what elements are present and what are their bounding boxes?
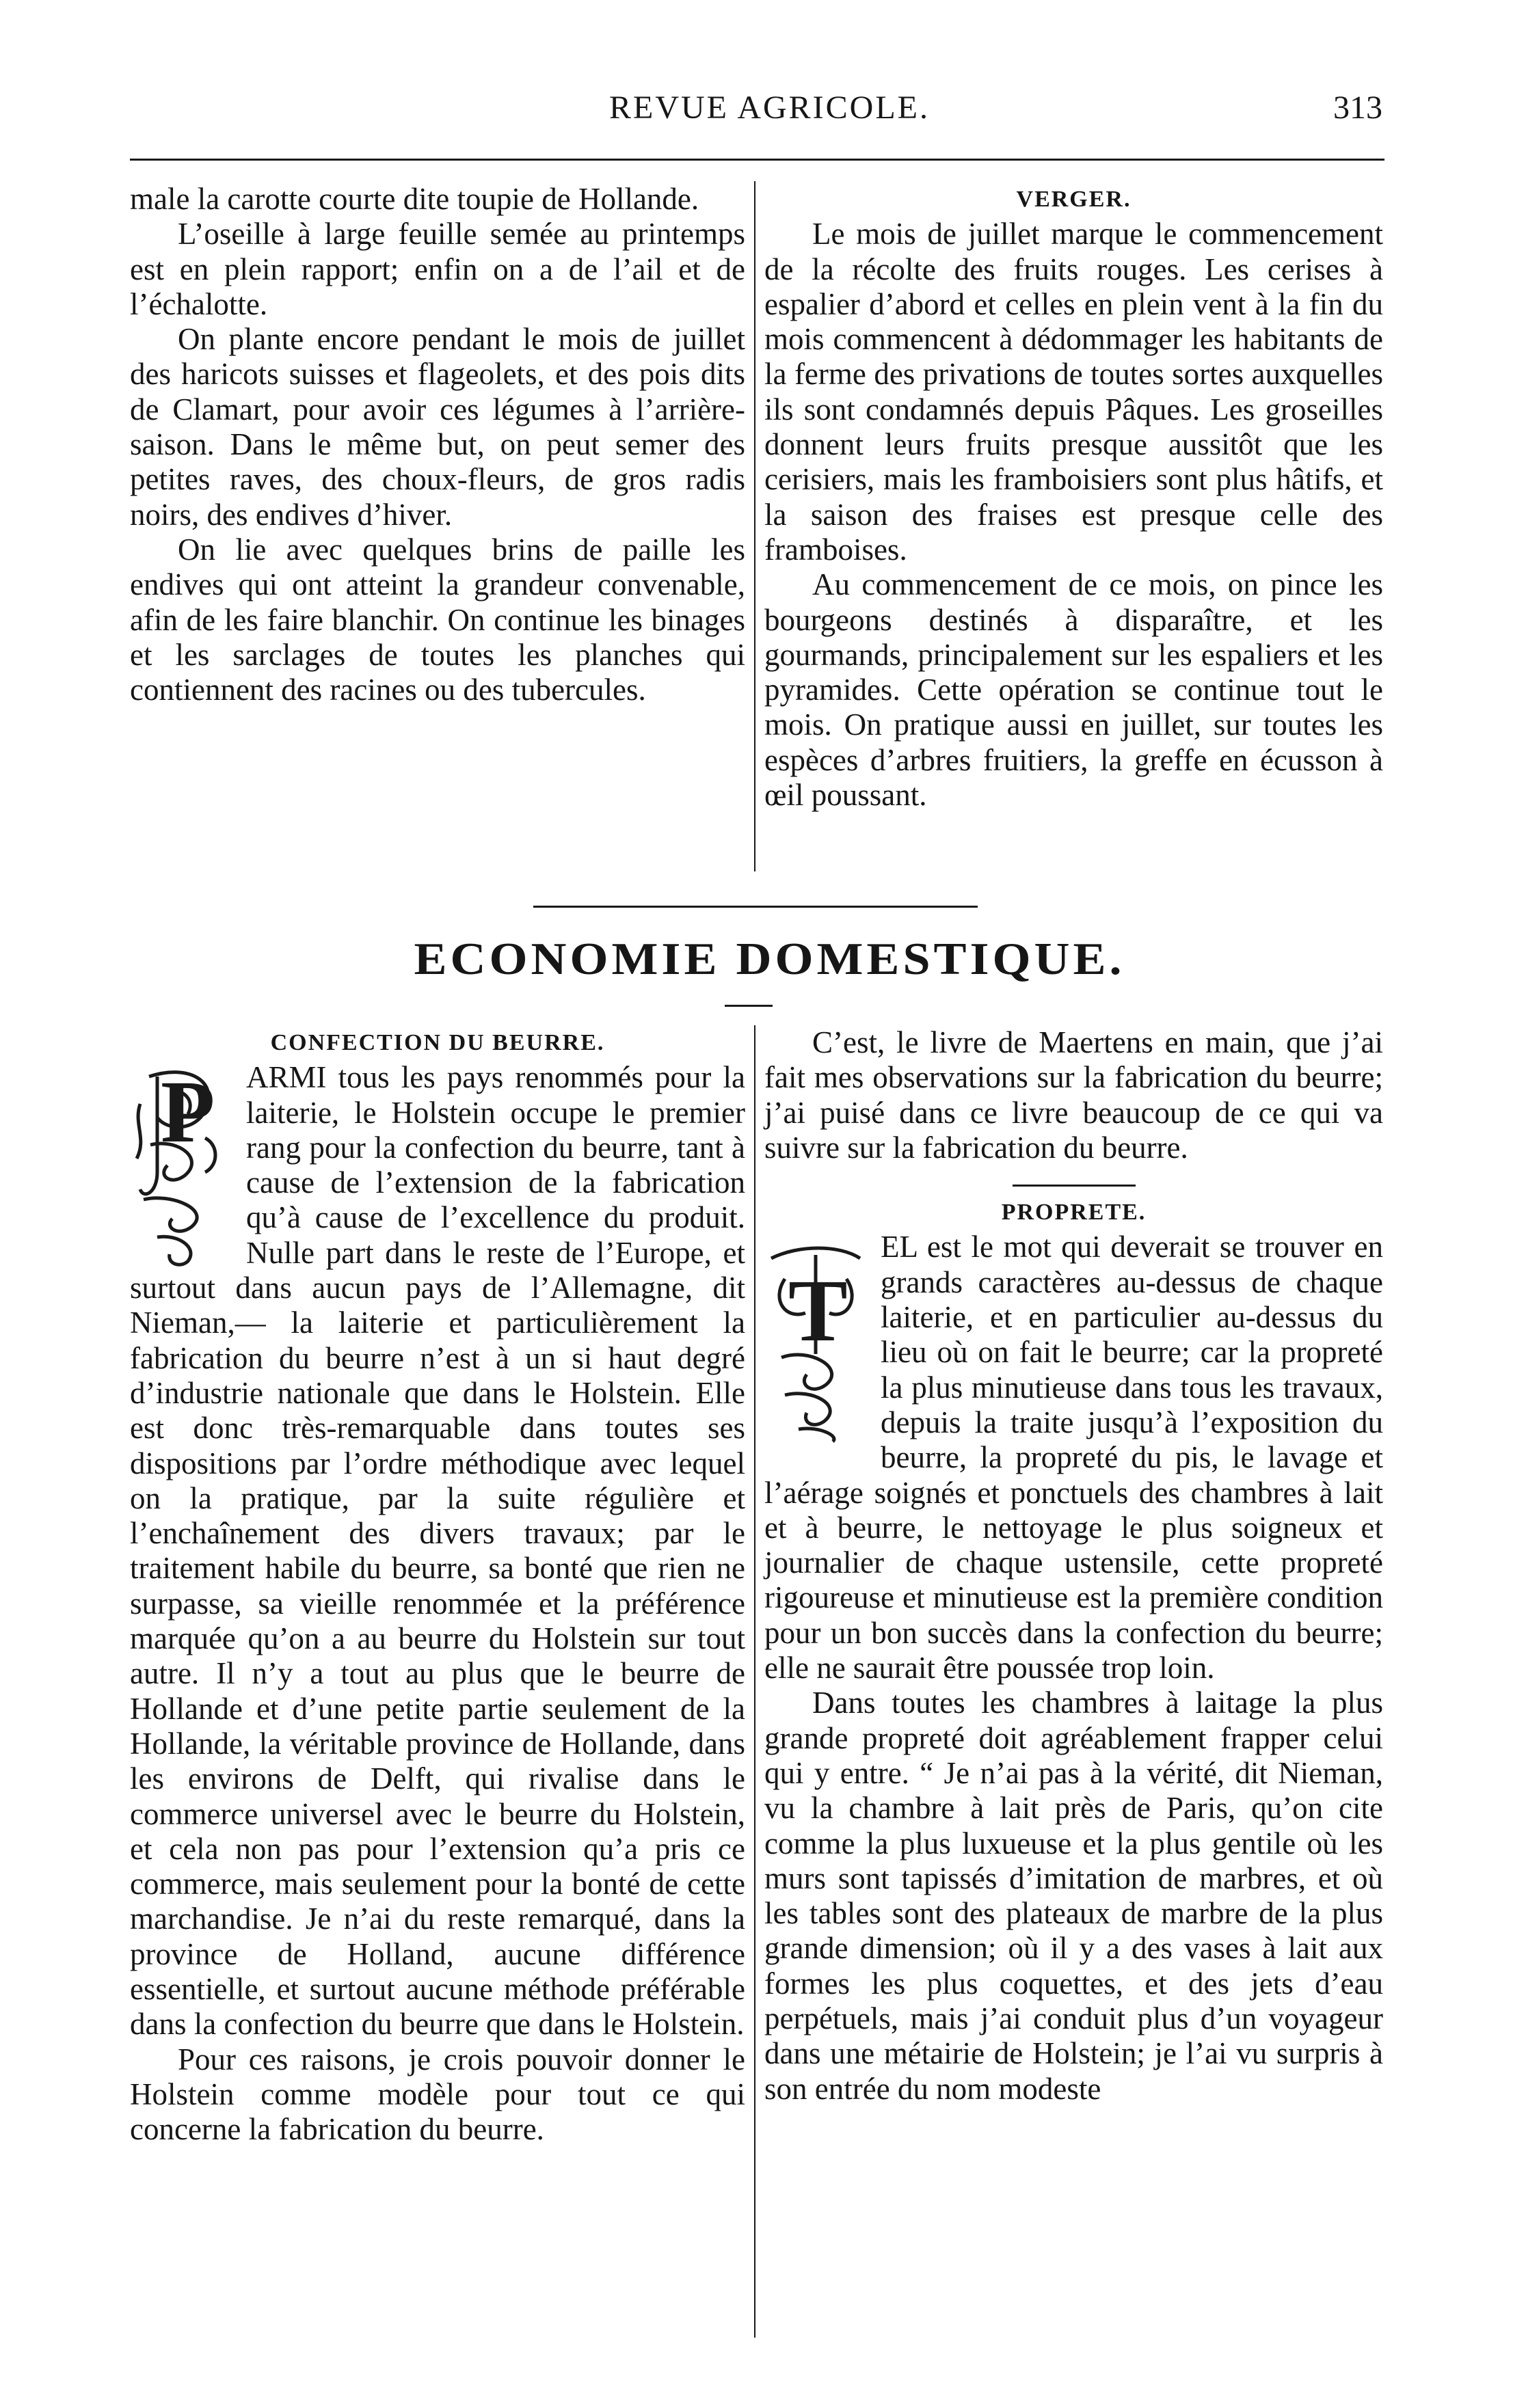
paragraph: Au commencement de ce mois, on pince les bourgeons destinés à disparaître, et les gourmands, principalement sur les espaliers et les pyramides. Cette opération se continue tout le mois. On pratique aussi en juillet, sur toutes les espèces d’arbres fruitiers, la greffe en écusson à œil poussant. [764,567,1383,813]
section-rule [533,906,978,908]
bottom-right-column [764,1025,1383,2107]
ornamental-initial-p [130,1063,232,1268]
paragraph: On plante encore pendant le mois de juillet des haricots suisses et flageolets, et des pois dits de Clamart, pour avoir ces légumes à l’arrière-saison. Dans le même but, on peut semer des petites raves, des choux-fleurs, de gros radis noirs, des endives d’hiver. [130,322,745,532]
ornamental-initial-t [764,1238,867,1443]
paragraph: C’est, le livre de Maertens en main, que j’ai fait mes observations sur la fabrication du beurre; j’ai puisé dans ce livre beaucoup de ce qui va suivre sur la fabrication du beurre. [764,1025,1383,1165]
top-right-column [764,182,1383,813]
paragraph: EL est le mot qui deverait se trouver en grands caractères au-dessus de chaque laiterie, et en particulier au-dessus du lieu où on fait le beurre; car la propreté la plus minutieuse dans tous les travaux, depuis la traite jusqu’à l’exposition du beurre, la propreté du pis, le lavage et l’aérage soignés et ponctuels des chambres à lait et à beurre, le nettoyage le plus soigneux et journalier de chaque ustensile, cette propreté rigoureuse et minutieuse est la première condition pour un bon succès dans la confection du beurre; elle ne saurait être poussée trop loin. [764,1230,1383,1686]
paragraph: On lie avec quelques brins de paille les endives qui ont atteint la grandeur convenable, afin de les faire blanchir. On continue les binages et les sarclages de toutes les planches qui contiennent des racines ou des tubercules. [130,532,745,707]
dropcap-letter-p: P [161,1063,215,1162]
header-rule [130,159,1384,161]
ornamental-initial-t-graphic [764,1238,867,1443]
ornamental-initial-p-graphic [130,1063,232,1268]
running-title: REVUE AGRICOLE. [609,90,930,126]
dropcap-letter-t: T [788,1262,848,1361]
paragraph: Le mois de juillet marque le commencement de la récolte des fruits rouges. Les cerises à espalier d’abord et celles en plein vent à la fin du mois commencent à dédommager les habitants de la ferme des privations de toutes sortes auxquelles ils sont condamnés depuis Pâques. Les groseilles donnent leurs fruits presque aussitôt que les cerisiers, mais les framboisiers sont plus hâtifs, et la saison des fraises est presque celle des framboises. [764,217,1383,567]
heading-rule [1013,1185,1136,1187]
paragraph: Pour ces raisons, je crois pouvoir donner le Holstein comme modèle pour tout ce qui concerne la fabrication du beurre. [130,2042,745,2147]
top-left-column [130,182,745,707]
column-divider [754,181,755,871]
page-number: 313 [1333,90,1382,126]
paragraph: male la carotte courte dite toupie de Hollande. [130,182,699,216]
section-title: ECONOMIE DOMESTIQUE. [414,934,1125,984]
bottom-left-column [130,1025,745,2148]
section-heading-beurre: CONFECTION DU BEURRE. [270,1030,605,1055]
section-title-rule [725,1005,773,1007]
paragraph: ARMI tous les pays renommés pour la laiterie, le Holstein occupe le premier rang pour la confection du beurre, tant à cause de l’extension de la fabrication qu’à cause de l’excellence du produit. Nulle part dans le reste de l’Europe, et surtout dans aucun pays de l’Allemagne, dit Nieman,— la laiterie et particulièrement la fabrication du beurre n’est à un si haut degré d’industrie nationale que dans le Holstein. Elle est donc très-remarquable dans toutes ses dispositions par l’ordre méthodique avec lequel on la pratique, par la suite régulière et l’enchaînement des divers travaux; par le traitement habile du beurre, sa bonté que rien ne surpasse, sa vieille renommée et la préférence marquée qu’on a au beurre du Holstein sur tout autre. Il n’y a tout au plus que le beurre de Hollande et d’une petite partie seulement de la Hollande, la véritable province de Hollande, dans les environs de Delft, qui rivalise dans le commerce universel avec le beurre du Holstein, et cela non pas pour l’extension qu’a pris ce commerce, mais seulement pour la bonté de cette marchandise. Je n’ai du reste remarqué, dans la province de Holland, aucune différence essentielle, et surtout aucune méthode préférable dans la confection du beurre que dans le Holstein. [130,1060,745,2042]
paragraph: L’oseille à large feuille semée au printemps est en plein rapport; enfin on a de l’ail et de l’échalotte. [130,217,745,321]
section-heading-proprete: PROPRETE. [1001,1200,1147,1226]
section-heading-verger: VERGER. [1016,187,1132,212]
column-divider [754,1025,755,2338]
paragraph: Dans toutes les chambres à laitage la plus grande propreté doit agréablement frapper celui qui y entre. “ Je n’ai pas à la vérité, dit Nieman, vu la chambre à lait près de Paris, qu’on cite comme la plus luxueuse et la plus gentile où les murs sont tapissés d’imitation de marbres, et où les tables sont des plateaux de marbre de la plus grande dimension; où il y a des vases à lait aux formes les plus coquettes, et des jets d’eau perpétuels, mais j’ai conduit plus d’un voyageur dans une métairie de Holstein; je l’ai vu surpris à son entrée du nom modeste [764,1686,1383,2106]
